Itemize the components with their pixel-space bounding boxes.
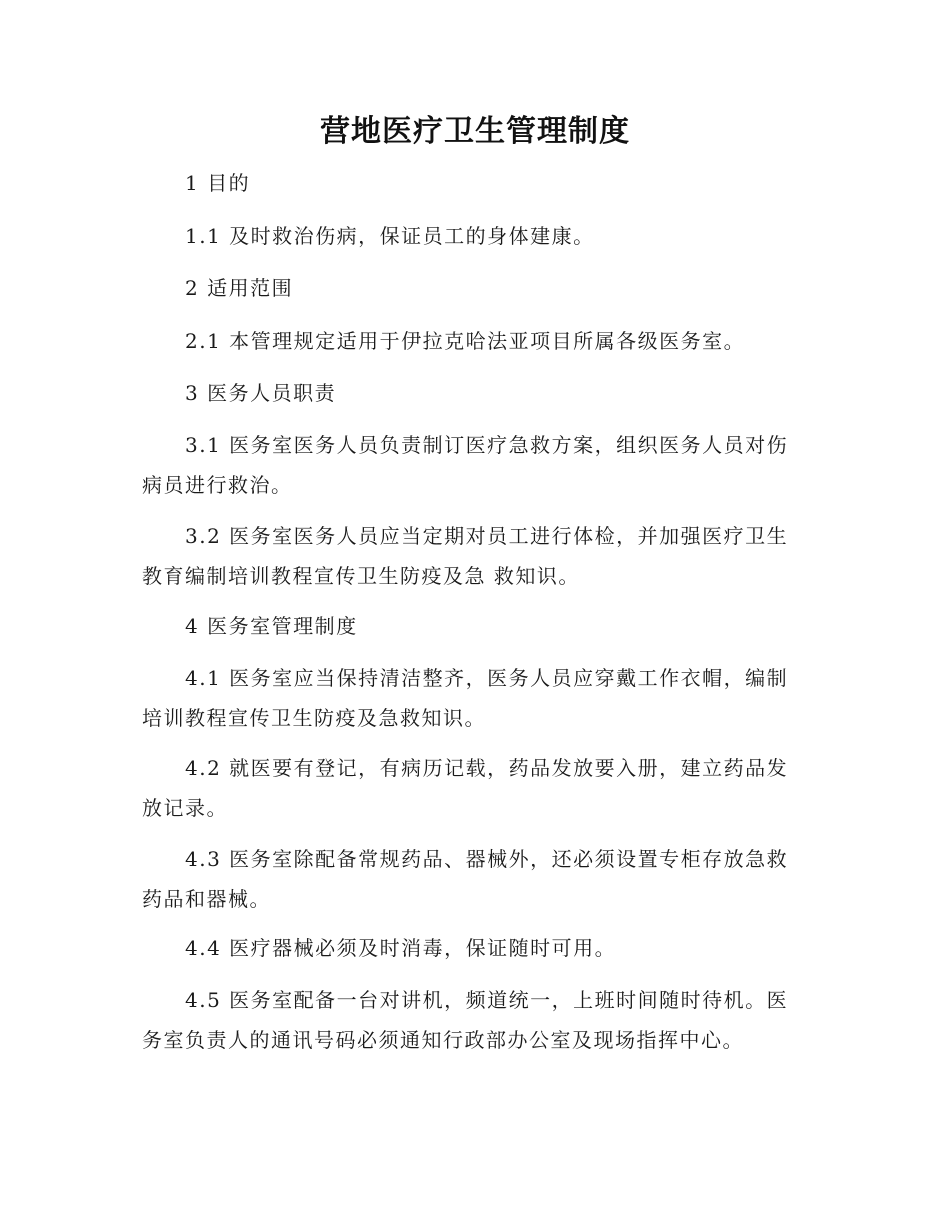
document-title: 营地医疗卫生管理制度 xyxy=(320,114,630,149)
paragraph-3-1: 3.1 医务室医务人员负责制订医疗急救方案，组织医务人员对伤病员进行救治。 xyxy=(142,433,789,497)
section-heading-1: 1 目的 xyxy=(185,171,251,195)
paragraph-4-4: 4.4 医疗器械必须及时消毒，保证随时可用。 xyxy=(185,936,617,960)
paragraph-4-2: 4.2 就医要有登记，有病历记载，药品发放要入册，建立药品发放记录。 xyxy=(142,756,789,820)
section-heading-4: 4 医务室管理制度 xyxy=(185,614,358,638)
paragraph-4-1: 4.1 医务室应当保持清洁整齐，医务人员应穿戴工作衣帽，编制培训教程宣传卫生防疫及急救知识。 xyxy=(142,666,789,730)
section-heading-2: 2 适用范围 xyxy=(185,276,294,300)
paragraph-3-2: 3.2 医务室医务人员应当定期对员工进行体检，并加强医疗卫生教育编制培训教程宣传卫生防疫及急 救知识。 xyxy=(142,524,789,588)
paragraph-1-1: 1.1 及时救治伤病，保证员工的身体建康。 xyxy=(185,224,595,248)
section-heading-3: 3 医务人员职责 xyxy=(185,381,337,405)
paragraph-2-1: 2.1 本管理规定适用于伊拉克哈法亚项目所属各级医务室。 xyxy=(185,329,746,353)
paragraph-4-5: 4.5 医务室配备一台对讲机，频道统一，上班时间随时待机。医务室负责人的通讯号码必须通知行政部办公室及现场指挥中心。 xyxy=(142,988,789,1052)
paragraph-4-3: 4.3 医务室除配备常规药品、器械外，还必须设置专柜存放急救药品和器械。 xyxy=(142,847,789,911)
